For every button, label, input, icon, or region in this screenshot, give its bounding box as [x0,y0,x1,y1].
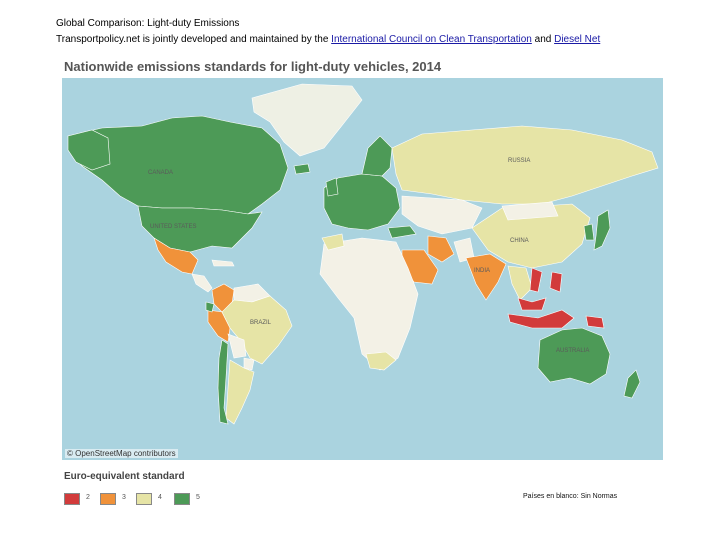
world-map[interactable] [62,78,663,460]
credit-and: and [534,34,552,45]
label-brazil: BRAZIL [250,320,272,326]
country-korea[interactable] [584,224,594,240]
credit-prefix: Transportpolicy.net is jointly developed and maintained by the [56,34,329,45]
legend-swatch [64,493,80,505]
legend-title: Euro-equivalent standard [64,471,185,482]
map-attribution[interactable]: © OpenStreetMap contributors [67,449,176,458]
legend-label: 3 [122,494,126,501]
label-canada: CANADA [148,170,174,176]
icct-link[interactable]: International Council on Clean Transportation [331,34,532,45]
legend-swatch [174,493,190,505]
map-title: Nationwide emissions standards for light-duty vehicles, 2014 [64,59,442,74]
legend-label: 2 [86,494,90,501]
note-no-standards: Países en blanco: Sin Normas [523,493,618,500]
legend-swatch [136,493,152,505]
label-russia: RUSSIA [508,158,531,164]
label-australia: AUSTRALIA [556,348,590,354]
label-india: INDIA [474,268,491,274]
page-title: Global Comparison: Light-duty Emissions [56,18,240,29]
dieselnet-link[interactable]: Diesel Net [554,34,601,45]
legend-label: 5 [196,494,200,501]
country-philippines[interactable] [550,272,562,292]
legend-swatch [100,493,116,505]
country-papua-new-guinea[interactable] [586,316,604,328]
country-iceland[interactable] [294,164,310,174]
country-australia[interactable] [538,328,610,384]
map-svg [62,78,663,460]
legend-label: 4 [158,494,162,501]
label-china: CHINA [510,238,529,244]
country-paraguay [244,358,254,370]
label-united-states: UNITED STATES [150,224,197,230]
credit-line [56,34,600,46]
